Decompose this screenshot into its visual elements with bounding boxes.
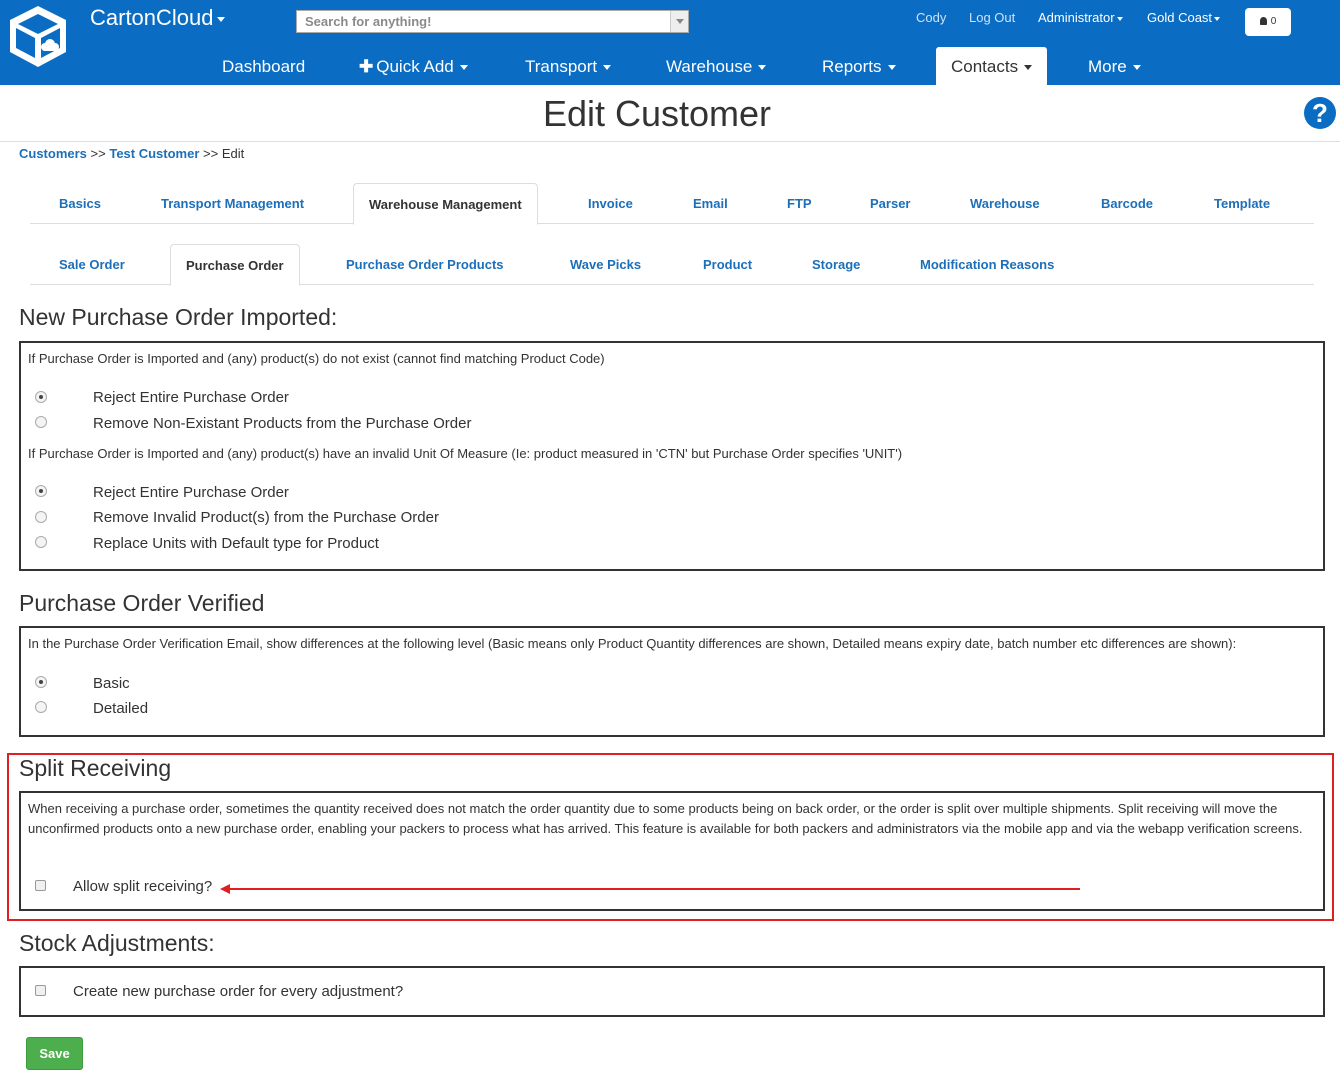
breadcrumb-separator: >> <box>86 146 110 161</box>
nav-dashboard[interactable] <box>222 47 305 85</box>
brand-name: CartonCloud <box>90 5 214 30</box>
tab-email[interactable]: Email <box>693 196 728 211</box>
radio-reject-entire-1[interactable] <box>35 391 47 403</box>
verified-settings-box <box>19 626 1325 737</box>
location-label: Gold Coast <box>1147 10 1213 25</box>
chevron-down-icon <box>603 65 611 70</box>
nav-quick-add[interactable] <box>359 47 468 85</box>
save-button[interactable]: Save <box>26 1037 83 1070</box>
imported-question-1: If Purchase Order is Imported and (any) product(s) do not exist (cannot find matching Product Code) <box>28 351 605 366</box>
option-label: Reject Entire Purchase Order <box>93 389 289 406</box>
user-link[interactable]: Cody <box>916 10 947 25</box>
nav-warehouse[interactable] <box>666 47 766 85</box>
tab-transport-management[interactable]: Transport Management <box>161 196 305 211</box>
nav-dashboard-label: Dashboard <box>222 57 306 76</box>
verified-question: In the Purchase Order Verification Email, show differences at the following level (Basic means only Product Quantity differences are shown, Detailed means expiry date, batch number etc differences are shown): <box>28 636 1237 651</box>
chevron-down-icon <box>1117 17 1123 21</box>
search-input[interactable] <box>297 11 667 32</box>
split-settings-box <box>19 791 1325 911</box>
option-label: Reject Entire Purchase Order <box>93 484 289 501</box>
breadcrumb-separator: >> <box>199 146 222 161</box>
tab-purchase-order-products[interactable]: Purchase Order Products <box>346 257 504 272</box>
radio-basic[interactable] <box>35 676 47 688</box>
option-label: Remove Invalid Product(s) from the Purchase Order <box>93 509 439 526</box>
tab-product[interactable]: Product <box>703 257 753 272</box>
imported-question-2: If Purchase Order is Imported and (any) product(s) have an invalid Unit Of Measure (Ie: product measured in 'CTN' but Purchase Order specifies 'UNIT') <box>28 446 903 461</box>
nav-quick-add-label: Quick Add <box>376 57 454 76</box>
new-po-per-adjustment-checkbox[interactable] <box>35 985 46 996</box>
nav-contacts-label: Contacts <box>951 57 1019 76</box>
radio-reject-entire-2[interactable] <box>35 485 47 497</box>
plus-icon: ✚ <box>359 57 374 76</box>
breadcrumb <box>19 146 244 161</box>
top-header <box>0 0 1340 85</box>
checkbox-label: Allow split receiving? <box>73 878 213 895</box>
stock-settings-box <box>19 966 1325 1017</box>
tab-modification-reasons[interactable]: Modification Reasons <box>920 257 1055 272</box>
notification-count: 0 <box>1270 16 1277 27</box>
role-menu[interactable] <box>1038 10 1123 25</box>
main-tabs <box>30 183 1314 224</box>
allow-split-receiving-checkbox[interactable] <box>35 880 46 891</box>
chevron-down-icon <box>1214 17 1220 21</box>
section-title-verified: Purchase Order Verified <box>19 590 265 616</box>
tab-invoice[interactable]: Invoice <box>588 196 633 211</box>
title-bar <box>0 85 1340 142</box>
chevron-down-icon <box>758 65 766 70</box>
chevron-down-icon <box>460 65 468 70</box>
tab-purchase-order[interactable]: Purchase Order <box>170 244 300 286</box>
bell-icon <box>1260 17 1267 25</box>
tab-storage[interactable]: Storage <box>812 257 861 272</box>
logout-link[interactable]: Log Out <box>969 10 1016 25</box>
radio-replace-units[interactable] <box>35 536 47 548</box>
breadcrumb-test-customer[interactable]: Test Customer <box>109 146 200 161</box>
breadcrumb-customers[interactable]: Customers <box>19 146 87 161</box>
radio-remove-invalid[interactable] <box>35 511 47 523</box>
section-title-imported: New Purchase Order Imported: <box>19 304 338 330</box>
option-label: Basic <box>93 675 130 692</box>
tab-barcode[interactable]: Barcode <box>1101 196 1154 211</box>
chevron-down-icon <box>1133 65 1141 70</box>
chevron-down-icon <box>217 17 225 22</box>
page-title: Edit Customer <box>542 93 772 134</box>
tab-warehouse[interactable]: Warehouse <box>970 196 1040 211</box>
split-description: When receiving a purchase order, sometimes the quantity received does not match the order quantity due to some products being on back order, or the order is split over multiple shipments. Split receiving will move the unconfirmed products onto a new purchase order, enabling your packers to process what has arrived. This feature is available for both packers and administrators via the mobile app and via the webapp verification screens. <box>28 801 1303 836</box>
arrow-left-icon <box>220 884 230 894</box>
tab-warehouse-management[interactable]: Warehouse Management <box>353 183 538 225</box>
section-title-split: Split Receiving <box>19 755 172 781</box>
search-dropdown-icon[interactable] <box>670 11 688 32</box>
checkbox-label: Create new purchase order for every adjustment? <box>73 983 404 1000</box>
imported-settings-box <box>19 341 1325 571</box>
option-label: Replace Units with Default type for Product <box>93 535 379 552</box>
brand-menu[interactable] <box>90 5 225 31</box>
option-label: Detailed <box>93 700 149 717</box>
option-label: Remove Non-Existant Products from the Purchase Order <box>93 415 472 432</box>
nav-warehouse-label: Warehouse <box>666 57 753 76</box>
global-search[interactable] <box>296 10 689 33</box>
radio-detailed[interactable] <box>35 701 47 713</box>
chevron-down-icon <box>1024 65 1032 70</box>
notifications-button[interactable] <box>1245 8 1291 36</box>
tab-basics[interactable]: Basics <box>59 196 101 211</box>
tab-parser[interactable]: Parser <box>870 196 911 211</box>
tab-ftp[interactable]: FTP <box>787 196 812 211</box>
nav-more[interactable] <box>1088 47 1141 85</box>
role-label: Administrator <box>1038 10 1115 25</box>
nav-contacts[interactable] <box>936 47 1047 85</box>
section-title-stock: Stock Adjustments: <box>19 930 215 956</box>
annotation-arrow <box>228 888 1080 890</box>
nav-transport-label: Transport <box>525 57 598 76</box>
nav-more-label: More <box>1088 57 1127 76</box>
chevron-down-icon <box>888 65 896 70</box>
breadcrumb-current: Edit <box>221 146 245 161</box>
tab-wave-picks[interactable]: Wave Picks <box>570 257 642 272</box>
radio-remove-nonexistant[interactable] <box>35 416 47 428</box>
nav-reports[interactable] <box>822 47 896 85</box>
cartoncloud-logo[interactable] <box>0 0 80 85</box>
location-menu[interactable] <box>1147 10 1220 25</box>
help-icon[interactable]: ? <box>1304 97 1336 129</box>
sub-tabs <box>30 244 1314 285</box>
tab-sale-order[interactable]: Sale Order <box>59 257 125 272</box>
nav-transport[interactable] <box>525 47 611 85</box>
tab-template[interactable]: Template <box>1214 196 1271 211</box>
nav-reports-label: Reports <box>822 57 882 76</box>
